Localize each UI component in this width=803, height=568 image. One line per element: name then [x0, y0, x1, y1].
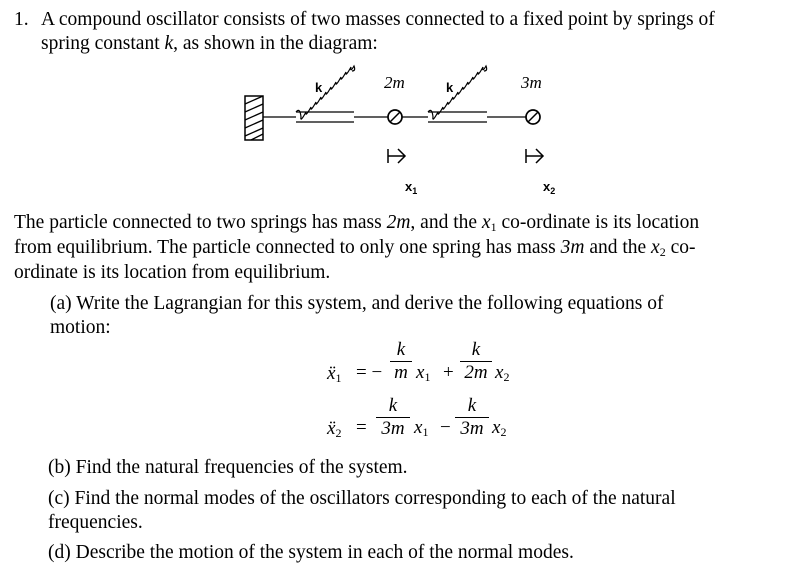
description-line1	[14, 211, 699, 235]
eq1-term2-var	[495, 362, 509, 384]
mass-1	[388, 110, 402, 124]
eq1-t2-den: 2m	[464, 362, 488, 383]
part-a-line2: motion:	[50, 317, 111, 338]
eq2-term2-fraction	[455, 395, 489, 440]
problem-intro-line1: A compound oscillator consists of two masses connected to a fixed point by springs of	[41, 9, 715, 30]
coord-x2-var: x	[543, 179, 551, 194]
eq2-equals: =	[356, 417, 367, 438]
coord-x2-label	[543, 179, 555, 194]
intro-k: k	[164, 33, 174, 54]
eq2-t1-x: x	[414, 417, 423, 438]
eq1-lhs-sub: 1	[335, 371, 342, 385]
desc-text: , and the	[410, 212, 482, 233]
intro-text: spring constant	[41, 33, 165, 54]
coord-x1-sub: 1	[412, 186, 418, 196]
part-c-line1: (c) Find the normal modes of the oscillators corresponding to each of the natural	[48, 488, 676, 509]
desc-text: from equilibrium. The particle connected to only one spring has mass	[14, 237, 561, 258]
eq1-t2-sub: 2	[503, 370, 510, 384]
eq2-term1-fraction	[376, 395, 410, 440]
spring-1	[263, 66, 388, 122]
desc-mass-2m: 2m	[386, 212, 411, 233]
desc-x2-sub: 2	[659, 245, 666, 259]
eq1-equals: = −	[356, 362, 383, 383]
spring-2	[402, 66, 526, 122]
eq2-t2-num: k	[467, 395, 477, 416]
eq1-t2-x: x	[495, 362, 504, 383]
mass-2-label: 3m	[521, 73, 542, 92]
eq1-term1-var	[416, 362, 430, 384]
eq1-t1-den: m	[394, 362, 408, 383]
eq1-lhs	[327, 363, 341, 385]
coord-x1-var: x	[405, 179, 413, 194]
desc-text: co-	[665, 237, 696, 258]
coord-x1-label	[405, 179, 417, 194]
eq1-operator: +	[443, 362, 454, 383]
eq2-t2-sub: 2	[500, 425, 507, 439]
part-d: (d) Describe the motion of the system in each of the normal modes.	[48, 542, 574, 563]
eq2-t1-den: 3m	[381, 418, 405, 439]
eq1-lhs-var: ẍ	[327, 363, 336, 384]
desc-text: and the	[584, 237, 652, 258]
eq2-t2-den: 3m	[460, 418, 484, 439]
description-line2	[14, 236, 695, 260]
desc-text: co-ordinate is its location	[496, 212, 700, 233]
spring-1-label: k	[315, 80, 323, 95]
eq2-t1-num: k	[388, 395, 398, 416]
desc-x1: x	[481, 212, 491, 233]
eq2-operator: −	[440, 417, 451, 438]
desc-x1-sub: 1	[490, 220, 497, 234]
arrow-x2	[526, 149, 543, 163]
problem-number: 1.	[14, 9, 29, 30]
eq1-t1-num: k	[396, 339, 406, 360]
eq1-t2-num: k	[471, 339, 481, 360]
eq2-lhs	[327, 418, 341, 440]
intro-text-end: , as shown in the diagram:	[173, 33, 378, 54]
mass-1-label: 2m	[384, 73, 405, 92]
eq2-lhs-sub: 2	[335, 426, 342, 440]
desc-x2: x	[651, 237, 660, 258]
arrow-x1	[388, 149, 405, 163]
eq2-t2-x: x	[492, 417, 501, 438]
eq2-t1-sub: 1	[422, 425, 429, 439]
spring-2-label: k	[446, 80, 454, 95]
eq1-t1-x: x	[416, 362, 425, 383]
description-line3: ordinate is its location from equilibrium.	[14, 262, 331, 283]
eq1-t1-sub: 1	[424, 370, 431, 384]
part-a-line1: (a) Write the Lagrangian for this system, and derive the following equations of	[50, 293, 664, 314]
eq2-lhs-var: ẍ	[327, 418, 336, 439]
eq1-term1-fraction	[390, 339, 412, 384]
fixed-wall	[245, 96, 263, 140]
desc-mass-3m: 3m	[560, 237, 585, 258]
eq2-term2-var	[492, 417, 506, 439]
eq2-term1-var	[414, 417, 428, 439]
desc-text: The particle connected to two springs has mass	[14, 212, 387, 233]
mass-2	[526, 110, 540, 124]
eq1-term2-fraction	[460, 339, 492, 384]
part-c-line2: frequencies.	[48, 512, 143, 533]
part-b: (b) Find the natural frequencies of the system.	[48, 457, 408, 478]
coord-x2-sub: 2	[550, 186, 556, 196]
